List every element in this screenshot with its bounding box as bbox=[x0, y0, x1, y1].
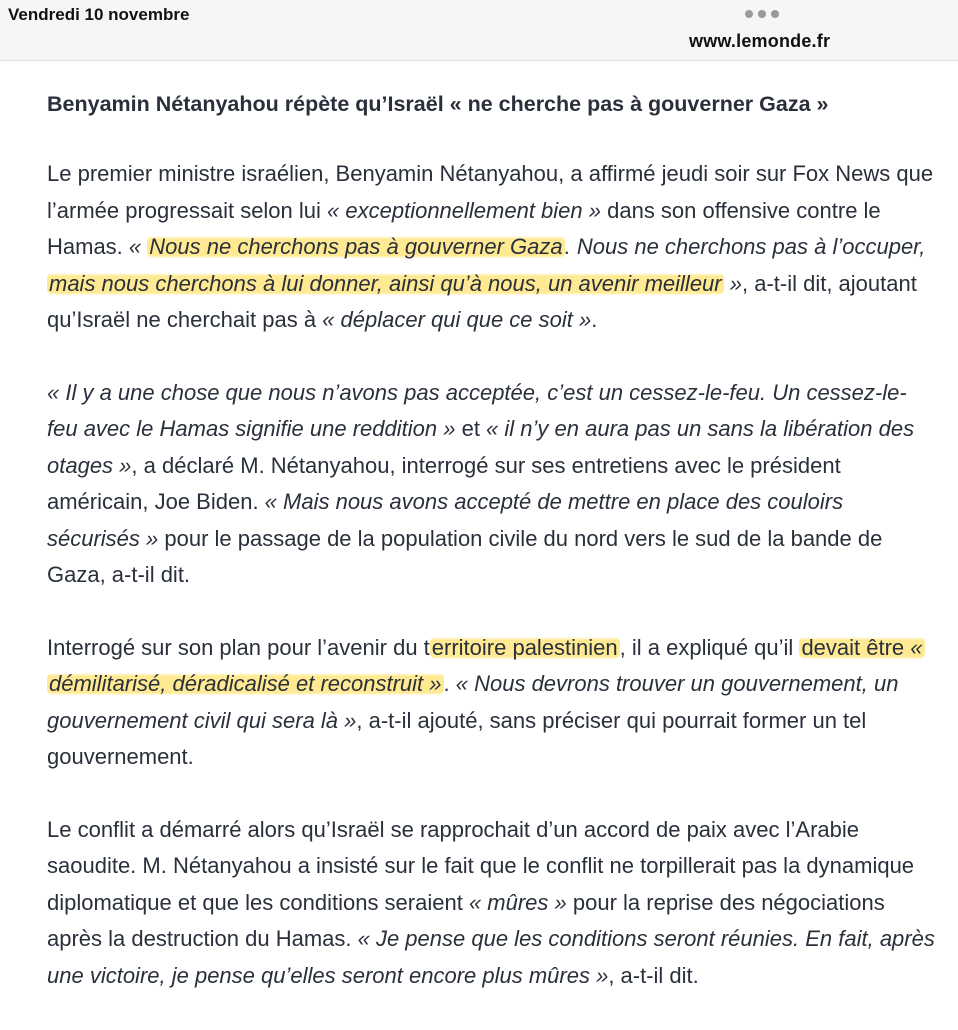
p1-text-1: Le premier ministre israélien, Benyamin Nétanyahou, a affirmé jeudi soir sur Fox News que l’armée progressait selon lui bbox=[47, 161, 934, 223]
p1-quote-2-close: » bbox=[723, 270, 742, 296]
p1-text-3: , a-t-il dit, ajoutant qu’Israël ne cherchait pas à bbox=[47, 270, 917, 332]
p1-quote-3: « déplacer qui que ce soit » bbox=[322, 307, 592, 332]
p2-text-1: et bbox=[455, 416, 487, 441]
paragraph-3 bbox=[47, 630, 937, 776]
browser-status-bar bbox=[0, 0, 958, 61]
dot-1 bbox=[745, 10, 753, 18]
p1-text-4: . bbox=[591, 307, 598, 332]
p3-text-1: Interrogé sur son plan pour l’avenir du t bbox=[47, 634, 430, 660]
p2-quote-1: « Il y a une chose que nous n’avons pas acceptée, c’est un cessez-le-feu. Un cessez-le-feu avec le Hamas signifie une reddition » bbox=[47, 379, 907, 441]
article-heading: Benyamin Nétanyahou répète qu’Israël « ne cherche pas à gouverner Gaza » bbox=[47, 92, 829, 116]
p4-text-3: , a-t-il dit. bbox=[608, 962, 699, 988]
paragraph-1 bbox=[47, 156, 937, 339]
p3-highlight-1: erritoire palestinien bbox=[431, 634, 618, 660]
p3-text-4: , a-t-il ajouté, sans préciser qui pourrait former un tel gouvernement. bbox=[47, 707, 867, 769]
p3-quote-1: « Nous devrons trouver un gouvernement, un gouvernement civil qui sera là » bbox=[47, 671, 899, 733]
p3-highlight-2-quote: « démilitarisé, déradicalisé et reconstruit » bbox=[49, 634, 923, 696]
p1-quote-2-mid: . Nous ne cherchons pas à l’occuper, bbox=[564, 234, 926, 259]
address-bar-url[interactable]: www.lemonde.fr bbox=[689, 31, 831, 51]
article-body bbox=[47, 86, 937, 1030]
p4-quote-2: « Je pense que les conditions seront réunies. En fait, après une victoire, je pense qu’elles seront encore plus mûres » bbox=[47, 926, 935, 988]
p2-text-3: pour le passage de la population civile du nord vers le sud de la bande de Gaza, a-t-il dit. bbox=[47, 525, 883, 587]
p3-highlight-2-text: devait être bbox=[801, 634, 911, 660]
p4-text-1: Le conflit a démarré alors qu’Israël se rapprochait d’un accord de paix avec l’Arabie saoudite. M. Nétanyahou a insisté sur le fait que le conflit ne torpillerait pas la dynamique diplomatique et que les conditions seraient bbox=[47, 816, 915, 915]
dot-3 bbox=[771, 10, 779, 18]
p4-quote-1: « mûres » bbox=[468, 889, 567, 915]
p4-text-2: pour la reprise des négociations après la destruction du Hamas. bbox=[47, 889, 885, 951]
p1-highlight-2: mais nous cherchons à lui donner, ainsi qu’à nous, un avenir meilleur bbox=[49, 270, 722, 296]
p3-text-3: . bbox=[443, 671, 456, 696]
paragraph-4 bbox=[47, 812, 937, 995]
p1-quote-1: « exceptionnellement bien » bbox=[327, 197, 601, 223]
p2-quote-3: « Mais nous avons accepté de mettre en place des couloirs sécurisés » bbox=[47, 489, 844, 551]
more-options-icon[interactable] bbox=[745, 10, 779, 18]
p3-text-2: , il a expliqué qu’il bbox=[619, 634, 800, 660]
p1-text-2: dans son offensive contre le Hamas. bbox=[47, 197, 881, 259]
p1-quote-2-open: « bbox=[128, 234, 148, 259]
p2-quote-2: « il n’y en aura pas un sans la libération des otages » bbox=[47, 416, 915, 478]
dot-2 bbox=[758, 10, 766, 18]
p2-text-2: , a déclaré M. Nétanyahou, interrogé sur ses entretiens avec le président américain, Joe Biden. bbox=[47, 452, 841, 514]
p1-highlight-1: Nous ne cherchons pas à gouverner Gaza bbox=[149, 234, 563, 259]
paragraph-2 bbox=[47, 375, 937, 594]
status-date: Vendredi 10 novembre bbox=[8, 5, 190, 24]
